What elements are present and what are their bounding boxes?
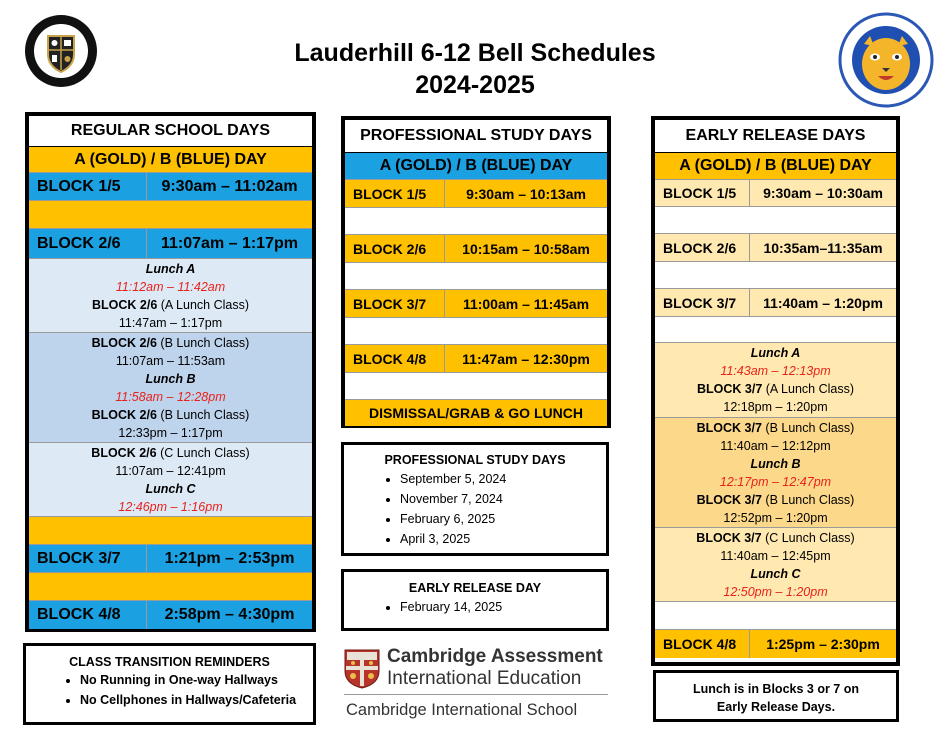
early-release-dates-box (341, 569, 609, 631)
block-name: BLOCK 4/8 (29, 601, 147, 629)
lunch-class (655, 529, 896, 547)
erd-dates-title: EARLY RELEASE DAY (408, 581, 542, 595)
lunch-title: Lunch B (145, 372, 196, 386)
block-time: 10:15am – 10:58am (462, 240, 590, 257)
block-name: BLOCK 3/7 (345, 290, 445, 317)
early-release-days-table (651, 116, 900, 666)
transition-title: CLASS TRANSITION REMINDERS (69, 655, 270, 669)
block-name: BLOCK 4/8 (655, 630, 750, 658)
lunch-note-box (653, 670, 899, 722)
regular-lunch-b (29, 333, 312, 443)
class-time: 12:33pm – 1:17pm (118, 426, 223, 440)
lunch-class (29, 444, 312, 462)
early-block-row (655, 234, 896, 262)
lunch-title: Lunch C (145, 482, 196, 496)
lunch-time: 11:12am – 11:42am (115, 280, 226, 294)
erd-dates-list (344, 597, 606, 617)
block-name: BLOCK 4/8 (345, 345, 445, 372)
professional-block-row (345, 345, 607, 373)
regular-block-4-8-row (29, 601, 312, 629)
lunch-time: 11:43am – 12:13pm (720, 364, 831, 378)
panther-mascot-logo (838, 12, 934, 108)
regular-lunch-a (29, 259, 312, 333)
lunch-class (655, 380, 896, 398)
transition-list (26, 670, 313, 710)
passing-spacer (655, 317, 896, 343)
class-label: (B Lunch Class) (761, 493, 855, 507)
professional-study-days-table (341, 116, 611, 428)
professional-study-dates-box (341, 442, 609, 556)
lunch-class (655, 419, 896, 437)
professional-title: PROFESSIONAL STUDY DAYS (345, 120, 607, 153)
class-label: (B Lunch Class) (156, 336, 250, 350)
early-block-row (655, 289, 896, 317)
block-name: BLOCK 3/7 (655, 289, 750, 316)
passing-spacer (29, 573, 312, 601)
class-block: BLOCK 3/7 (696, 382, 763, 396)
passing-spacer (655, 207, 896, 234)
list-item: • September 5, 2024 (400, 469, 606, 489)
block-time: 11:07am – 1:17pm (161, 234, 298, 252)
class-block: BLOCK 2/6 (91, 298, 158, 312)
psd-dates-list (344, 469, 606, 549)
class-label: (B Lunch Class) (156, 408, 250, 422)
class-time: 12:52pm – 1:20pm (723, 511, 828, 525)
early-lunch-b (655, 418, 896, 528)
passing-spacer (29, 517, 312, 545)
lunch-time: 12:50pm – 1:20pm (723, 585, 828, 599)
class-label: (C Lunch Class) (156, 446, 250, 460)
professional-block-row (345, 180, 607, 208)
block-name: BLOCK 1/5 (29, 173, 147, 200)
passing-spacer (345, 373, 607, 400)
block-time: 9:30am – 11:02am (161, 177, 298, 195)
lunch-title: Lunch B (750, 457, 801, 471)
passing-spacer (345, 318, 607, 345)
early-block-row (655, 180, 896, 207)
professional-day-label: A (GOLD) / B (BLUE) DAY (345, 153, 607, 180)
regular-block-3-7-row (29, 545, 312, 573)
block-time: 9:30am – 10:13am (466, 185, 586, 202)
lunch-note-line2: Early Release Days. (716, 700, 836, 714)
block-name: BLOCK 1/5 (345, 180, 445, 207)
class-label: (A Lunch Class) (157, 298, 249, 312)
passing-spacer (655, 262, 896, 289)
professional-block-row (345, 235, 607, 263)
class-block: BLOCK 3/7 (696, 531, 762, 545)
block-name: BLOCK 3/7 (29, 545, 147, 572)
list-item: • February 14, 2025 (400, 597, 606, 617)
cambridge-line1: Cambridge Assessment (387, 646, 603, 667)
lunch-title: Lunch A (750, 346, 801, 360)
regular-school-days-table (25, 112, 316, 632)
early-block-4-8-row (655, 630, 896, 658)
regular-day-label: A (GOLD) / B (BLUE) DAY (29, 147, 312, 173)
class-block: BLOCK 2/6 (91, 408, 157, 422)
lunch-time: 11:58am – 12:28pm (115, 390, 226, 404)
cambridge-line2: International Education (387, 668, 582, 689)
block-time: 2:58pm – 4:30pm (164, 606, 295, 623)
class-time: 11:40am – 12:45pm (720, 549, 831, 563)
class-label: (A Lunch Class) (762, 382, 854, 396)
school-crest-logo (24, 14, 98, 88)
page-title: Lauderhill 6-12 Bell Schedules (294, 39, 656, 67)
passing-spacer (345, 263, 607, 290)
list-item: • No Running in One-way Hallways (80, 670, 313, 690)
block-time: 11:40am – 1:20pm (763, 294, 883, 311)
regular-block-2-6-row (29, 229, 312, 259)
dismissal-row: DISMISSAL/GRAB & GO LUNCH (345, 400, 607, 426)
lunch-class (29, 296, 312, 314)
list-item: • February 6, 2025 (400, 509, 606, 529)
class-block: BLOCK 2/6 (91, 446, 157, 460)
class-time: 11:40am – 12:12pm (720, 439, 831, 453)
block-time: 1:25pm – 2:30pm (766, 636, 880, 652)
early-day-label: A (GOLD) / B (BLUE) DAY (655, 153, 896, 180)
regular-block-1-5-row (29, 173, 312, 201)
block-name: BLOCK 2/6 (655, 234, 750, 261)
lunch-title: Lunch C (750, 567, 801, 581)
passing-spacer (345, 208, 607, 235)
list-item: • November 7, 2024 (400, 489, 606, 509)
class-block: BLOCK 3/7 (696, 421, 762, 435)
psd-dates-title: PROFESSIONAL STUDY DAYS (384, 453, 566, 467)
class-time: 11:07am – 12:41pm (115, 464, 226, 478)
block-name: BLOCK 2/6 (29, 229, 147, 258)
lunch-title: Lunch A (145, 262, 196, 276)
school-year: 2024-2025 (415, 71, 535, 99)
class-block: BLOCK 2/6 (91, 336, 157, 350)
block-time: 10:35am–11:35am (763, 239, 883, 256)
block-name: BLOCK 1/5 (655, 180, 750, 206)
class-block: BLOCK 3/7 (696, 493, 762, 507)
passing-spacer (655, 602, 896, 630)
class-label: (B Lunch Class) (761, 421, 855, 435)
early-lunch-c (655, 528, 896, 602)
lunch-time: 12:46pm – 1:16pm (118, 500, 223, 514)
cambridge-line3: Cambridge International School (346, 701, 578, 719)
professional-block-row (345, 290, 607, 318)
class-time: 11:47am – 1:17pm (118, 316, 223, 330)
early-lunch-a (655, 343, 896, 418)
block-time: 9:30am – 10:30am (763, 185, 883, 201)
lunch-time: 12:17pm – 12:47pm (719, 475, 832, 489)
cambridge-divider (344, 694, 608, 695)
block-name: BLOCK 2/6 (345, 235, 445, 262)
early-title: EARLY RELEASE DAYS (655, 120, 896, 153)
lunch-class (29, 334, 312, 352)
block-time: 11:47am – 12:30pm (462, 350, 590, 367)
block-time: 1:21pm – 2:53pm (164, 549, 295, 567)
lunch-class (655, 491, 896, 509)
block-time: 11:00am – 11:45am (462, 295, 590, 312)
cambridge-shield-icon (344, 649, 380, 689)
passing-spacer (29, 201, 312, 229)
class-transition-reminders-box (23, 643, 316, 725)
regular-title: REGULAR SCHOOL DAYS (29, 116, 312, 147)
lunch-note-line1: Lunch is in Blocks 3 or 7 on (692, 682, 859, 696)
cambridge-logo (344, 646, 608, 726)
class-label: (C Lunch Class) (761, 531, 855, 545)
list-item: • April 3, 2025 (400, 529, 606, 549)
class-time: 11:07am – 11:53am (115, 354, 226, 368)
lunch-class (29, 406, 312, 424)
regular-lunch-c (29, 443, 312, 517)
class-time: 12:18pm – 1:20pm (723, 400, 828, 414)
list-item: • No Cellphones in Hallways/Cafeteria (80, 690, 313, 710)
